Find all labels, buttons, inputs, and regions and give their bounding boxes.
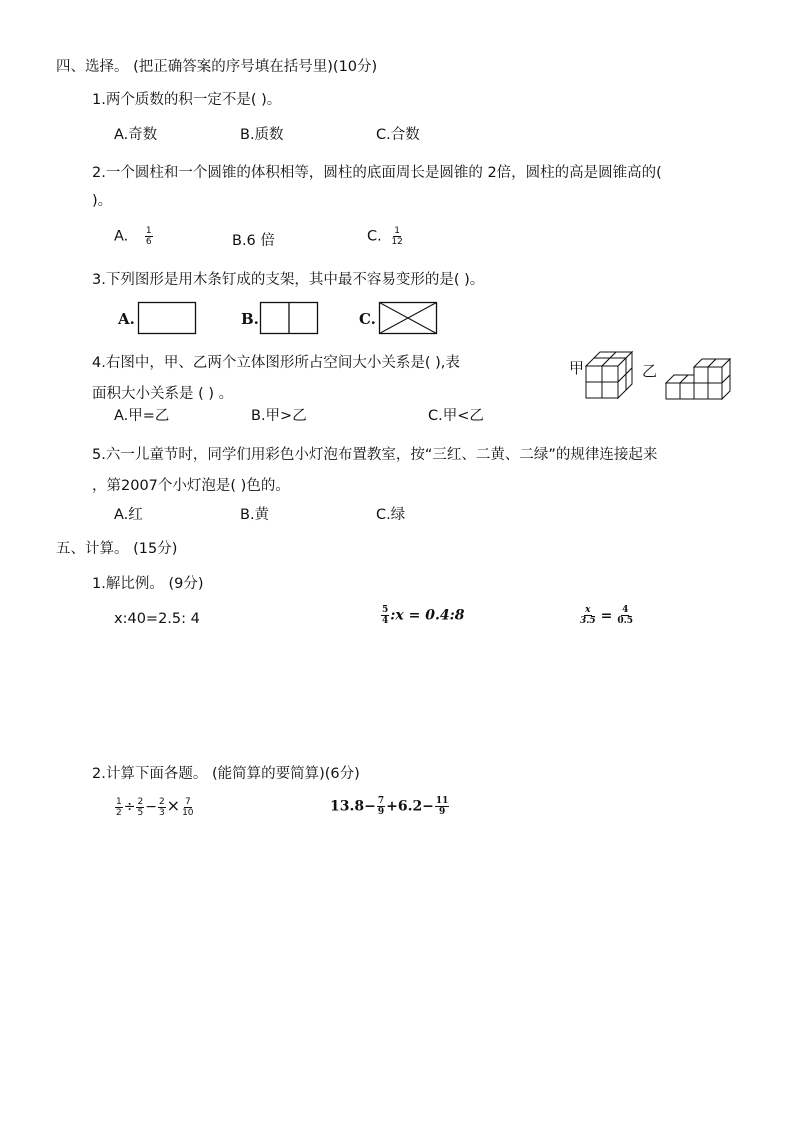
calc2-fraction-2 [435,796,450,817]
divide-operator: ÷ [123,799,136,815]
fraction-numerator: x [585,605,591,615]
q3-option-b-label: B. [241,310,259,328]
proportion-equation-1: x:40=2.5: 4 [114,611,200,627]
q2-option-c-label: C. [367,228,382,245]
q4-option-a: A.甲=乙 [114,408,170,424]
fraction-numerator: 2 [137,796,144,807]
calc2-term-2: +6.2− [386,798,434,815]
part-2-title: 2.计算下面各题。 (能简算的要简算)(6分) [92,766,360,782]
fraction-numerator: 7 [377,796,385,806]
fraction-denominator: 5 [137,807,144,818]
fraction-denominator: 9 [439,807,446,817]
q2-option-a [114,226,154,247]
fraction-numerator: 5 [382,605,389,615]
question-5-line-2: ，第2007个小灯泡是( )色的。 [92,478,290,494]
question-3-text: 3.下列图形是用木条钉成的支架，其中最不容易变形的是( )。 [92,272,485,288]
fraction-denominator: 0.5 [617,616,634,626]
figure-jia-cubes [586,350,636,400]
fraction-denominator: 12 [391,237,403,247]
calculation-2 [330,796,450,817]
section-5-title: 五、计算。 (15分) [56,541,178,557]
section-4-title: 四、选择。 (把正确答案的序号填在括号里)(10分) [56,59,378,75]
q5-option-a: A.红 [114,507,143,523]
fraction-numerator: 1 [394,226,400,236]
calc2-fraction-1 [377,796,385,817]
fraction-denominator: 10 [182,807,194,818]
fraction-denominator: 3.5 [580,616,596,626]
figure-jia-label: 甲 [569,359,585,377]
fraction-numerator: 2 [158,796,165,807]
proportion-equation-3 [578,605,635,626]
fraction-numerator: 7 [184,796,191,807]
fraction-numerator: 1 [145,226,152,236]
question-2-line-2: )。 [92,193,113,209]
equation-3-fraction-right [616,605,634,626]
q2-option-c [367,226,405,247]
fraction-numerator: 11 [435,796,449,806]
q2-option-b: B.6 倍 [232,233,275,249]
proportion-equation-2 [380,605,465,626]
question-1-text: 1.两个质数的积一定不是( )。 [92,92,282,108]
part-1-title: 1.解比例。 (9分) [92,576,204,592]
minus-operator: − [145,799,157,815]
q2-option-c-fraction [390,226,403,247]
calc1-fraction-1 [115,797,123,818]
fraction-denominator: 6 [145,237,152,247]
q1-option-b: B.质数 [240,127,284,143]
q3-figure-rectangle [138,302,196,334]
q4-option-b: B.甲>乙 [251,408,307,424]
q1-option-c: C.合数 [376,127,420,143]
fraction-numerator: 1 [116,796,122,807]
question-5-line-1: 5.六一儿童节时，同学们用彩色小灯泡布置教室，按“三红、二黄、二绿”的规律连接起来 [92,447,658,463]
equation-3-fraction-left [579,605,597,626]
fraction-denominator: 3 [158,807,165,818]
q3-figure-crossed-rectangle [379,302,437,334]
calc1-fraction-2 [136,797,144,818]
fraction-denominator: 9 [377,807,385,817]
q3-option-c-label: C. [359,310,376,328]
question-2-line-1: 2.一个圆柱和一个圆锥的体积相等，圆柱的底面周长是圆锥的 2倍，圆柱的高是圆锥高的( [92,165,662,181]
figure-yi-cubes [666,353,732,401]
q2-option-a-label: A. [114,228,129,245]
q3-figure-divided-rectangle [260,302,318,334]
question-4-line-2: 面积大小关系是 ( ) 。 [92,386,234,402]
multiply-operator: × [166,796,181,815]
equation-2-fraction [381,605,389,626]
equals-sign: = [600,607,613,624]
calculation-1 [114,796,196,818]
q5-option-c: C.绿 [376,507,406,523]
calc1-fraction-3 [158,797,166,818]
equation-2-rest: :x = 0.4:8 [390,607,465,624]
q2-option-a-fraction [145,226,153,247]
q5-option-b: B.黄 [240,507,270,523]
question-4-line-1: 4.右图中，甲、乙两个立体图形所占空间大小关系是( ),表 [92,355,460,371]
q1-option-a: A.奇数 [114,127,158,143]
figure-yi-label: 乙 [642,362,658,380]
fraction-denominator: 4 [382,616,389,626]
fraction-numerator: 4 [622,605,629,615]
q4-option-c: C.甲<乙 [428,408,484,424]
fraction-denominator: 2 [116,807,122,818]
calc2-term-1: 13.8− [330,798,376,815]
calc1-fraction-4 [181,797,194,818]
q3-option-a-label: A. [118,310,135,328]
